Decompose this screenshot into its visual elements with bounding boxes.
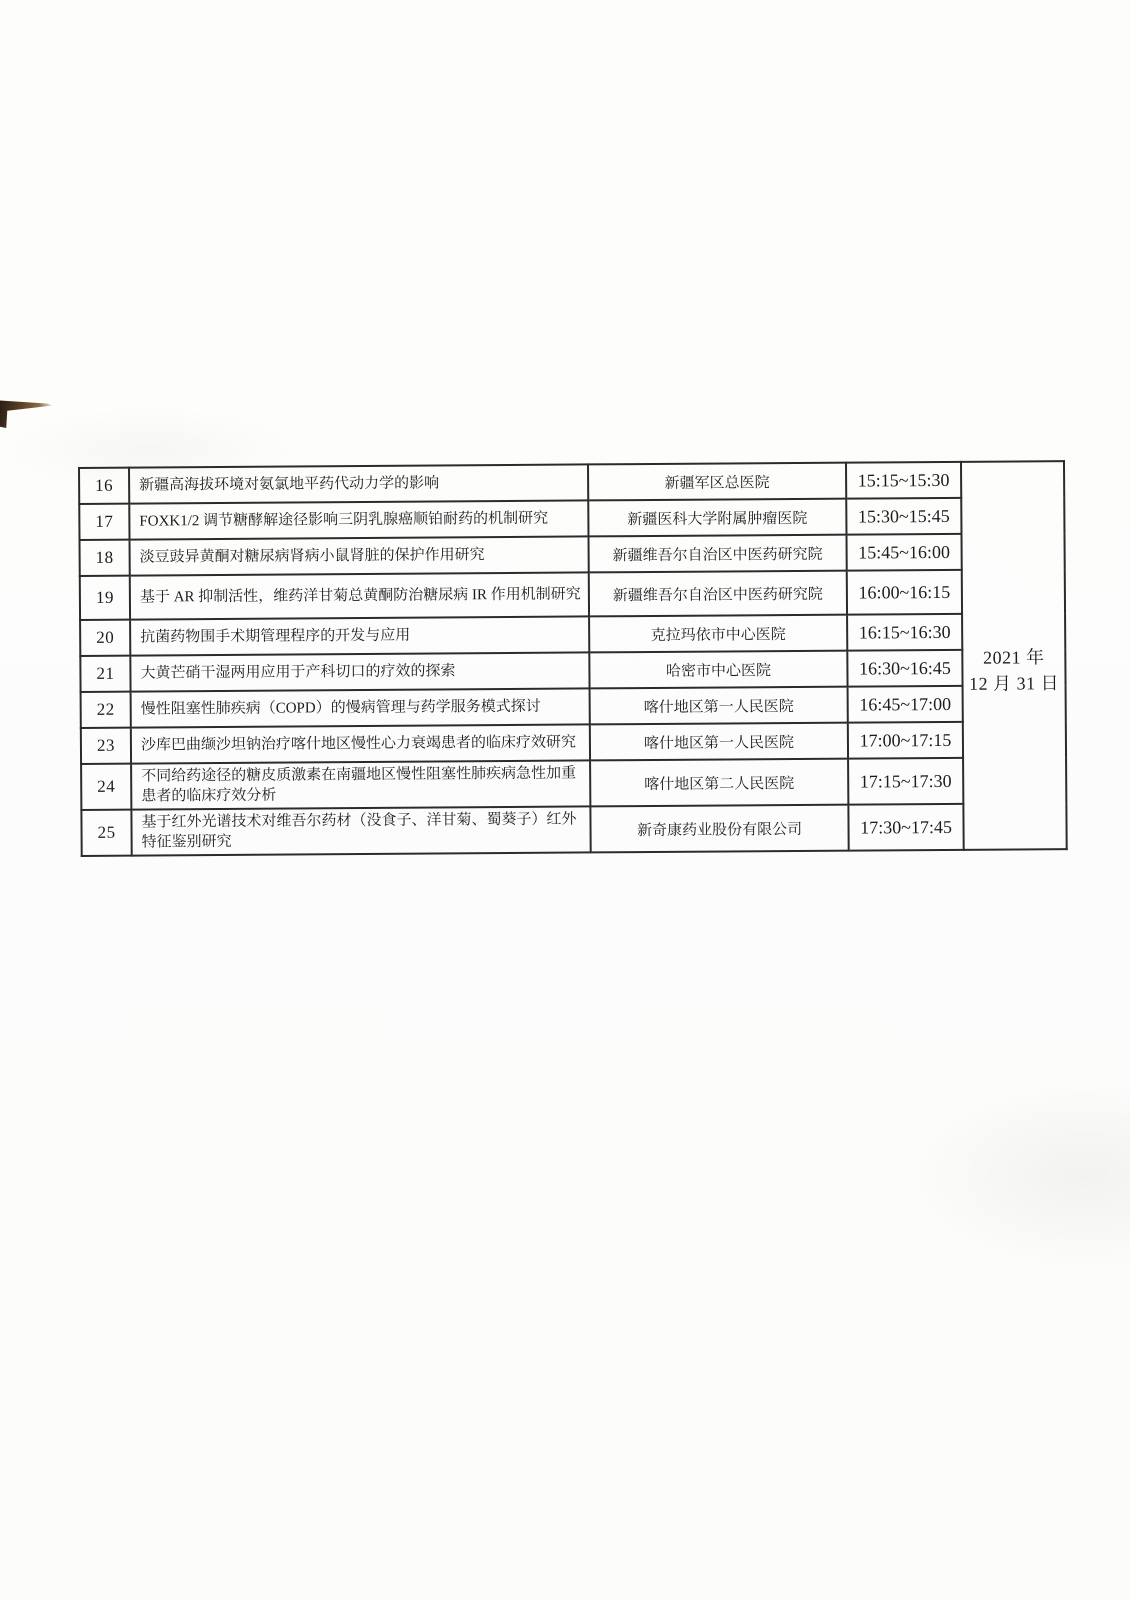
organization: 喀什地区第一人民医院 <box>590 687 848 725</box>
row-number: 20 <box>80 620 130 656</box>
date-line-2: 12 月 31 日 <box>968 672 1060 694</box>
project-title: 不同给药途径的糖皮质激素在南疆地区慢性阻塞性肺疾病急性加重患者的临床疗效分析 <box>131 760 590 809</box>
project-title: 新疆高海拔环境对氨氯地平药代动力学的影响 <box>129 464 588 503</box>
time-slot: 15:45~16:00 <box>846 534 961 571</box>
schedule-table <box>78 460 1066 857</box>
time-slot: 16:30~16:45 <box>847 650 962 687</box>
project-title: 基于红外光谱技术对维吾尔药材（没食子、洋甘菊、蜀葵子）红外特征鉴别研究 <box>131 806 590 855</box>
project-title: 大黄芒硝干湿两用应用于产科切口的疗效的探索 <box>130 652 589 691</box>
row-number: 25 <box>81 810 131 856</box>
row-number: 18 <box>80 540 130 576</box>
organization: 喀什地区第二人民医院 <box>590 759 848 807</box>
row-number: 19 <box>80 576 130 620</box>
organization: 新奇康药业股份有限公司 <box>590 805 848 853</box>
date-cell <box>961 461 1067 850</box>
row-number: 22 <box>81 692 131 728</box>
row-number: 24 <box>81 764 131 810</box>
row-number: 16 <box>79 468 129 504</box>
organization: 新疆维吾尔自治区中医药研究院 <box>588 535 846 573</box>
time-slot: 17:30~17:45 <box>848 804 963 851</box>
row-number: 21 <box>80 656 130 692</box>
project-title: 抗菌药物围手术期管理程序的开发与应用 <box>130 616 589 655</box>
page-fold-artifact <box>0 396 52 428</box>
row-number: 17 <box>79 504 129 540</box>
table-row <box>81 757 1066 810</box>
time-slot: 15:30~15:45 <box>846 498 961 535</box>
time-slot: 16:15~16:30 <box>847 614 962 651</box>
project-title: 慢性阻塞性肺疾病（COPD）的慢病管理与药学服务模式探讨 <box>131 688 590 727</box>
project-title: 沙库巴曲缬沙坦钠治疗喀什地区慢性心力衰竭患者的临床疗效研究 <box>131 724 590 763</box>
time-slot: 16:00~16:15 <box>847 570 962 615</box>
project-title: 基于 AR 抑制活性，维药洋甘菊总黄酮防治糖尿病 IR 作用机制研究 <box>130 572 589 619</box>
table-row <box>81 803 1066 856</box>
organization: 喀什地区第一人民医院 <box>590 723 848 761</box>
time-slot: 16:45~17:00 <box>848 686 963 723</box>
project-title: 淡豆豉异黄酮对糖尿病肾病小鼠肾脏的保护作用研究 <box>130 536 589 575</box>
row-number: 23 <box>81 728 131 764</box>
organization: 新疆维吾尔自治区中医药研究院 <box>589 571 847 617</box>
schedule-table-body <box>79 461 1067 856</box>
organization: 新疆医科大学附属肿瘤医院 <box>588 499 846 537</box>
time-slot: 15:15~15:30 <box>846 462 961 499</box>
time-slot: 17:00~17:15 <box>848 722 963 759</box>
organization: 克拉玛依市中心医院 <box>589 615 847 653</box>
date-line-1: 2021 年 <box>983 646 1045 668</box>
time-slot: 17:15~17:30 <box>848 758 963 805</box>
project-title: FOXK1/2 调节糖酵解途径影响三阴乳腺癌顺铂耐药的机制研究 <box>129 500 588 539</box>
organization: 新疆军区总医院 <box>588 463 846 501</box>
table-row <box>80 569 1065 620</box>
organization: 哈密市中心医院 <box>589 651 847 689</box>
